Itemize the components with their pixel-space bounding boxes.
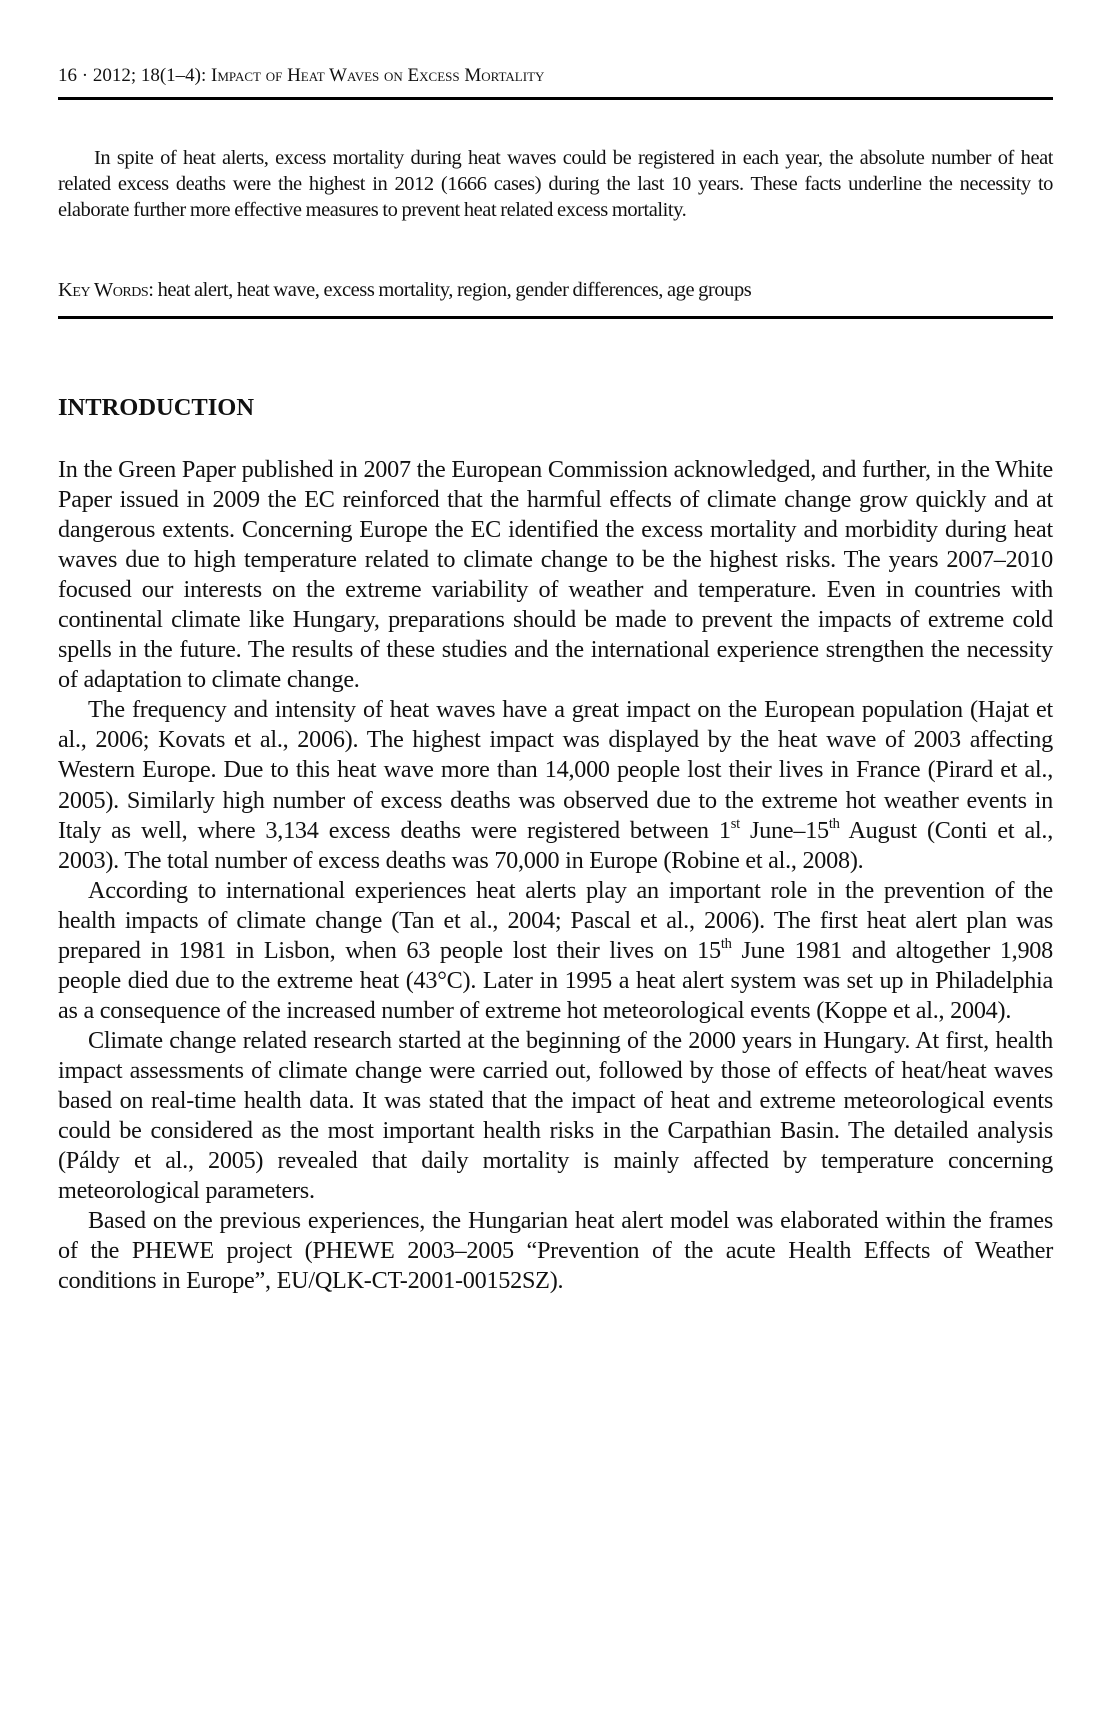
keywords-values: heat alert, heat wave, excess mortality, region, gender differences, age groups <box>153 279 752 301</box>
running-head-title: Impact of Heat Waves on Excess Mortality <box>211 65 545 86</box>
paragraph-2-text-b: June–15 <box>739 816 829 844</box>
running-head-page-issue: 16 · 2012; 18(1–4): <box>58 65 212 86</box>
abstract <box>58 145 1053 223</box>
running-head <box>58 62 1053 90</box>
abstract-paragraph: In spite of heat alerts, excess mortality during heat waves could be registered in each year, the absolute number of heat related excess deaths were the highest in 2012 (1666 cases) during the last 10 years. These facts underline the necessity to elaborate further more effective measures to prevent heat related excess mortality. <box>58 147 1053 221</box>
keywords-label: Key Words: <box>58 279 154 301</box>
paragraph-2-text-c: August (Conti et al., 2003). The total number of excess deaths was 70,000 in Europe (Robine et al., 2008). <box>58 816 1053 874</box>
keywords <box>58 277 1053 303</box>
paragraph-2 <box>58 695 1053 875</box>
paragraph-3-text-a: According to international experiences heat alerts play an important role in the prevention of the health impacts of climate change (Tan et al., 2004; Pascal et al., 2006). The first heat alert plan was prepared in 1981 in Lisbon, when 63 people lost their lives on 15 <box>58 876 1053 964</box>
superscript-th: th <box>720 935 732 952</box>
paragraph-3-text-b: June 1981 and altogether 1,908 people died due to the extreme heat (43°C). Later in 1995 a heat alert system was set up in Philadelphia as a consequence of the increased number of extreme hot meteorological events (Koppe et al., 2004). <box>58 936 1053 1024</box>
introduction-body <box>58 455 1053 1296</box>
paragraph-1: In the Green Paper published in 2007 the European Commission acknowledged, and further, in the White Paper issued in 2009 the EC reinforced that the harmful effects of climate change grow quickly and at dangerous extents. Concerning Europe the EC identified the excess mortality and morbidity during heat waves due to high temperature related to climate change to be the highest risks. The years 2007–2010 focused our interests on the extreme variability of weather and temperature. Even in countries with continental climate like Hungary, preparations should be made to prevent the impacts of extreme cold spells in the future. The results of these studies and the international experience strengthen the necessity of adaptation to climate change. <box>58 456 1053 694</box>
paragraph-5: Based on the previous experiences, the Hungarian heat alert model was elaborated within the frames of the PHEWE project (PHEWE 2003–2005 “Prevention of the acute Health Effects of Weather conditions in Europe”, EU/QLK-CT-2001-00152SZ). <box>58 1207 1053 1295</box>
section-heading-introduction: INTRODUCTION <box>58 394 255 421</box>
abstract-bottom-rule <box>58 316 1053 319</box>
paragraph-3 <box>58 876 1053 1026</box>
paragraph-4: Climate change related research started at the beginning of the 2000 years in Hungary. At first, health impact assessments of climate change were carried out, followed by those of effects of heat/heat waves based on real-time health data. It was stated that the impact of heat and extreme meteorological events could be considered as the most important health risks in the Carpathian Basin. The detailed analysis (Páldy et al., 2005) revealed that daily mortality is mainly affected by temperature concerning meteorological parameters. <box>58 1026 1053 1205</box>
superscript-th: th <box>828 815 840 832</box>
superscript-st: st <box>730 815 740 832</box>
paragraph-2-text-a: The frequency and intensity of heat waves have a great impact on the European population (Hajat et al., 2006; Kovats et al., 2006). The highest impact was displayed by the heat wave of 2003 affecting Western Europe. Due to this heat wave more than 14,000 people lost their lives in France (Pirard et al., 2005). Similarly high number of excess deaths was observed due to the extreme hot weather events in Italy as well, where 3,134 excess deaths were registered between 1 <box>58 696 1053 844</box>
header-rule <box>58 97 1053 100</box>
